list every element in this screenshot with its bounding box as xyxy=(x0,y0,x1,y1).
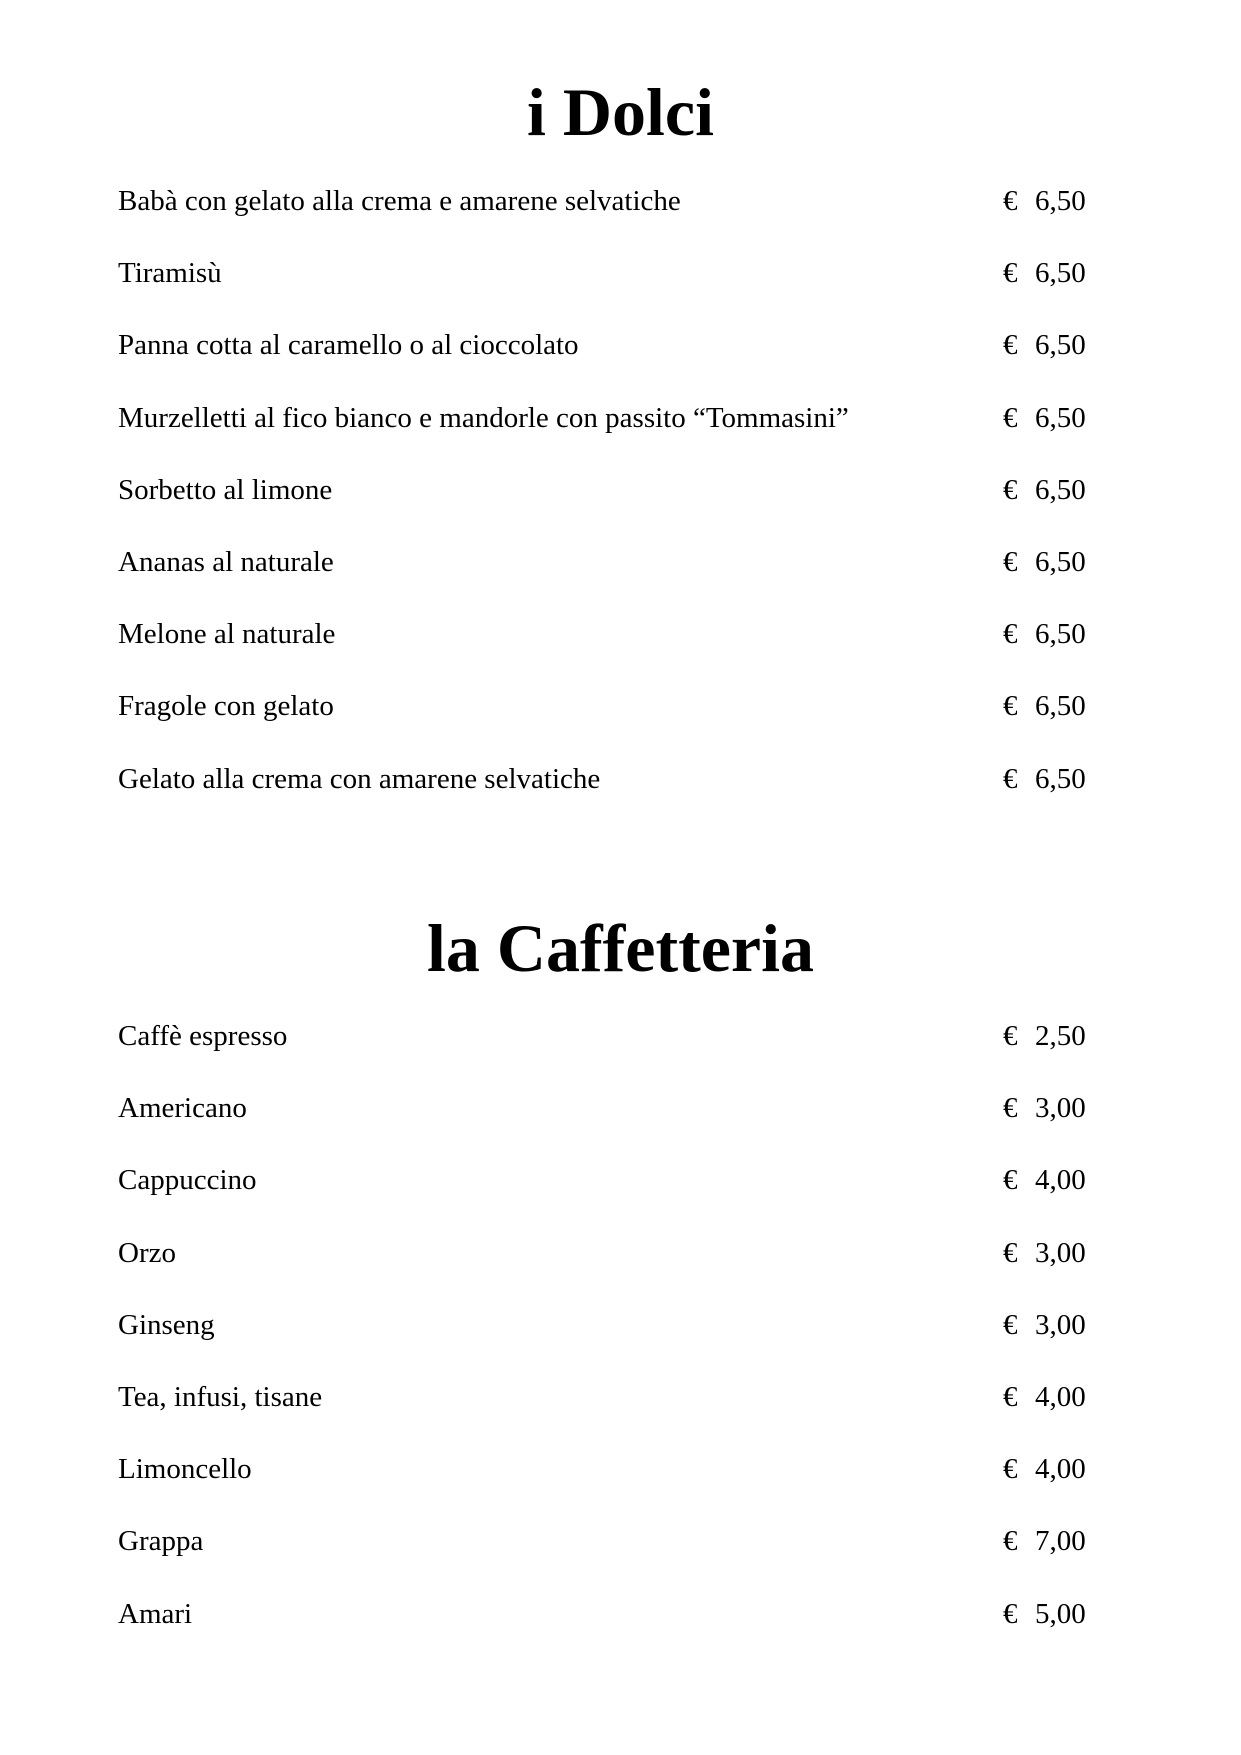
currency-symbol: € xyxy=(1003,762,1018,795)
currency-symbol: € xyxy=(1003,1380,1018,1413)
price-value: 6,50 xyxy=(1035,185,1086,217)
item-name: Caffè espresso xyxy=(118,1020,288,1052)
item-price xyxy=(1003,614,1086,654)
currency-symbol: € xyxy=(1003,473,1018,506)
item-price xyxy=(1003,1521,1086,1561)
currency-symbol: € xyxy=(1003,1236,1018,1269)
item-price xyxy=(1003,253,1086,293)
item-price xyxy=(1003,325,1086,365)
menu-item xyxy=(118,1233,1098,1305)
price-value: 6,50 xyxy=(1035,401,1086,434)
currency-symbol: € xyxy=(1003,1597,1018,1630)
price-value: 3,00 xyxy=(1035,1308,1086,1341)
item-price xyxy=(1003,1594,1086,1634)
menu-item xyxy=(118,686,1098,758)
item-name: Fragole con gelato xyxy=(118,690,334,723)
price-value: 6,50 xyxy=(1035,257,1086,290)
price-value: 4,00 xyxy=(1035,1453,1086,1486)
menu-item xyxy=(118,614,1098,686)
price-value: 3,00 xyxy=(1035,1092,1086,1125)
currency-symbol: € xyxy=(1003,1092,1018,1125)
section-title-dolci: i Dolci xyxy=(527,74,714,150)
item-price xyxy=(1003,1160,1086,1200)
price-value: 4,00 xyxy=(1035,1380,1086,1413)
price-value: 4,00 xyxy=(1035,1164,1086,1197)
price-value: 2,50 xyxy=(1035,1020,1086,1052)
price-value: 6,50 xyxy=(1035,545,1086,578)
menu-item xyxy=(118,325,1098,397)
currency-symbol: € xyxy=(1003,1308,1018,1341)
price-value: 6,50 xyxy=(1035,473,1086,506)
item-name: Orzo xyxy=(118,1236,176,1269)
item-name: Murzelletti al fico bianco e mandorle con passito “Tommasini” xyxy=(118,401,849,434)
item-name: Tiramisù xyxy=(118,257,222,290)
item-price xyxy=(1003,542,1086,582)
menu-item xyxy=(118,1594,1098,1666)
price-value: 6,50 xyxy=(1035,690,1086,723)
item-price xyxy=(1003,1016,1086,1056)
item-name: Cappuccino xyxy=(118,1164,257,1197)
item-name: Gelato alla crema con amarene selvatiche xyxy=(118,762,601,795)
currency-symbol: € xyxy=(1003,1164,1018,1197)
currency-symbol: € xyxy=(1003,1020,1018,1052)
price-value: 6,50 xyxy=(1035,762,1086,795)
menu-item xyxy=(118,470,1098,542)
item-price xyxy=(1003,1377,1086,1417)
item-price xyxy=(1003,686,1086,726)
item-price xyxy=(1003,1305,1086,1345)
item-price xyxy=(1003,181,1086,221)
menu-item xyxy=(118,1305,1098,1377)
item-price xyxy=(1003,470,1086,510)
menu-item xyxy=(118,181,1098,253)
menu-item xyxy=(118,759,1098,831)
currency-symbol: € xyxy=(1003,1525,1018,1558)
currency-symbol: € xyxy=(1003,329,1018,362)
item-price xyxy=(1003,398,1086,438)
menu-list-caffetteria xyxy=(118,1016,1098,1666)
item-name: Amari xyxy=(118,1597,193,1630)
item-price xyxy=(1003,1088,1086,1128)
price-value: 6,50 xyxy=(1035,618,1086,651)
item-name: Sorbetto al limone xyxy=(118,473,333,506)
item-name: Panna cotta al caramello o al cioccolato xyxy=(118,329,579,362)
currency-symbol: € xyxy=(1003,401,1018,434)
item-price xyxy=(1003,1449,1086,1489)
price-value: 5,00 xyxy=(1035,1597,1086,1630)
item-name: Babà con gelato alla crema e amarene selvatiche xyxy=(118,185,681,217)
item-name: Ananas al naturale xyxy=(118,545,334,578)
price-value: 7,00 xyxy=(1035,1525,1086,1558)
item-price xyxy=(1003,759,1086,799)
section-title-caffetteria: la Caffetteria xyxy=(426,910,814,986)
menu-item xyxy=(118,253,1098,325)
item-price xyxy=(1003,1233,1086,1273)
currency-symbol: € xyxy=(1003,690,1018,723)
currency-symbol: € xyxy=(1003,545,1018,578)
menu-list-dolci xyxy=(118,181,1098,831)
menu-item xyxy=(118,1088,1098,1160)
currency-symbol: € xyxy=(1003,1453,1018,1486)
menu-item xyxy=(118,1449,1098,1521)
menu-item xyxy=(118,542,1098,614)
item-name: Ginseng xyxy=(118,1308,215,1341)
menu-item xyxy=(118,1160,1098,1232)
item-name: Americano xyxy=(118,1092,247,1125)
currency-symbol: € xyxy=(1003,257,1018,290)
item-name: Grappa xyxy=(118,1525,204,1558)
menu-item xyxy=(118,1377,1098,1449)
item-name: Limoncello xyxy=(118,1453,252,1486)
menu-item xyxy=(118,1016,1098,1088)
item-name: Melone al naturale xyxy=(118,618,336,651)
menu-item xyxy=(118,1521,1098,1593)
currency-symbol: € xyxy=(1003,185,1018,217)
price-value: 3,00 xyxy=(1035,1236,1086,1269)
price-value: 6,50 xyxy=(1035,329,1086,362)
currency-symbol: € xyxy=(1003,618,1018,651)
menu-item xyxy=(118,398,1098,470)
item-name: Tea, infusi, tisane xyxy=(118,1380,323,1413)
